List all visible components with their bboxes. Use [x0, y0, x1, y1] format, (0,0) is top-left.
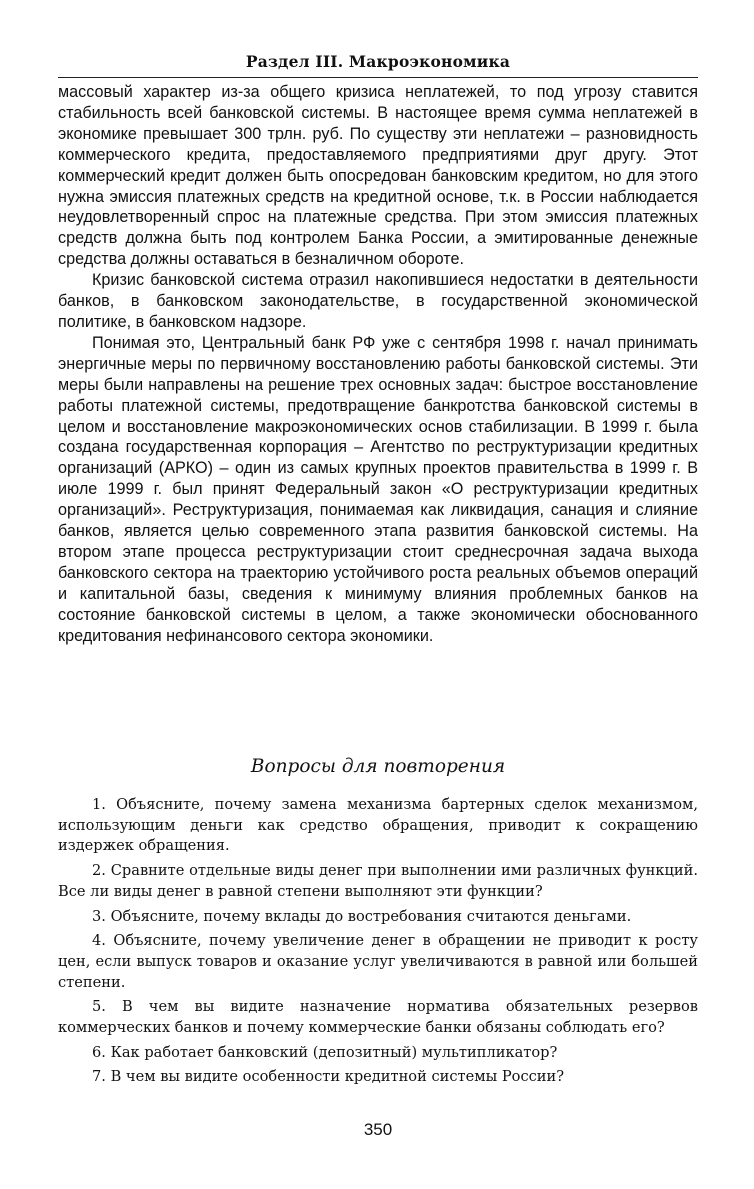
main-text: [58, 82, 698, 646]
question-item: 4. Объясните, почему увеличение денег в обращении не приводит к росту цен, если выпуск товаров и оказание услуг увеличиваются в равной или большей степени.: [58, 932, 698, 991]
page-number: 350: [363, 1120, 393, 1139]
running-head: Раздел III. Макроэкономика: [245, 52, 511, 71]
question-item: 5. В чем вы видите назначение норматива обязательных резервов коммерческих банков и почему коммерческие банки обязаны соблюдать его?: [58, 998, 698, 1037]
review-questions: [58, 795, 698, 1092]
question-item: 1. Объясните, почему замена механизма бартерных сделок механизмом, использующим деньги как средство обращения, приводит к сокращению издержек обращения.: [58, 796, 698, 855]
paragraph-1: массовый характер из-за общего кризиса неплатежей, то под угрозу ставится стабильность всей банковской системы. В настоящее время сумма неплатежей в экономике превышает 300 трлн. руб. По существу эти неплатежи – разновидность коммерческого кредита, предоставляемого предприятиями друг другу. Этот коммерческий кредит должен быть опосредован банковским кредитом, но для этого нужна эмиссия платежных средств на кредитной основе, т.к. в России наблюдается неудовлетворенный спрос на платежные средства. При этом эмиссия платежных средств должна быть под контролем Банка России, а эмитированные денежные средства должны оставаться в безналичном обороте.: [58, 83, 698, 269]
question-item: 3. Объясните, почему вклады до востребования считаются деньгами.: [92, 907, 632, 925]
header-rule: [58, 77, 698, 78]
question-item: 7. В чем вы видите особенности кредитной системы России?: [92, 1068, 565, 1086]
paragraph-3: Понимая это, Центральный банк РФ уже с сентября 1998 г. начал принимать энергичные меры по первичному восстановлению работы банковской системы. Эти меры были направлены на решение трех основных задач: быстрое восстановление работы платежной системы, предотвращение банкротства банковской системы в целом и восстановление макроэкономических основ стабилизации. В 1999 г. была создана государственная корпорация – Агентство по реструктуризации кредитных организаций (АРКО) – один из самых крупных проектов правительства в 1999 г. В июле 1999 г. был принят Федеральный закон «О реструктуризации кредитных организаций». Реструктуризация, понимаемая как ликвидация, санация и слияние банков, является целью современного этапа развития банковской системы. На втором этапе процесса реструктуризации стоит среднесрочная задача выхода банковского сектора на траекторию устойчивого роста реальных объемов операций и капитальной базы, сведения к минимуму влияния проблемных банков на состояние банковской системы в целом, а также экономически обоснованного кредитования нефинансового сектора экономики.: [58, 333, 698, 645]
section-title: Вопросы для повторения: [250, 756, 506, 777]
paragraph-2: Кризис банковской система отразил накопившиеся недостатки в деятельности банков, в банковском законодательстве, в государственной экономической политике, в банковском надзоре.: [58, 271, 698, 331]
question-item: 2. Сравните отдельные виды денег при выполнении ими различных функций. Все ли виды денег в равной степени выполняют эти функции?: [58, 862, 698, 900]
question-item: 6. Как работает банковский (депозитный) мультипликатор?: [92, 1043, 558, 1061]
